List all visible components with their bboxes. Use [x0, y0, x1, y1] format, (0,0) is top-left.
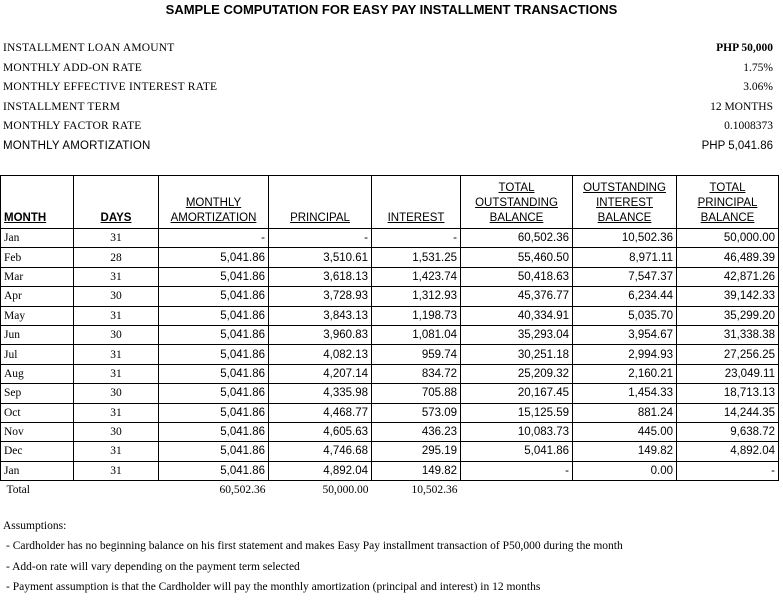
cell-monthly-amortization: 5,041.86	[159, 384, 269, 403]
cell-interest: 959.74	[372, 345, 461, 364]
cell-days: 31	[74, 364, 159, 383]
col-header-principal: PRINCIPAL	[269, 176, 372, 229]
total-row	[1, 481, 779, 500]
summary-value: PHP 50,000	[716, 42, 773, 54]
col-header-outstanding-interest-balance: OUTSTANDING INTEREST BALANCE	[573, 176, 677, 229]
page-title: SAMPLE COMPUTATION FOR EASY PAY INSTALLMENT TRANSACTIONS	[165, 2, 618, 17]
summary-value: PHP 5,041.86	[701, 139, 773, 152]
assumptions-section	[3, 516, 783, 598]
summary-value: 3.06%	[743, 81, 773, 94]
col-header-total-principal-balance: TOTAL PRINCIPAL BALANCE	[677, 176, 779, 229]
summary-value: 1.75%	[743, 61, 773, 74]
table-header-row	[1, 176, 779, 229]
cell-interest: 1,198.73	[372, 306, 461, 325]
cell-outstanding-interest-balance: 2,994.93	[573, 345, 677, 364]
cell-days: 31	[74, 345, 159, 364]
cell-month: Sep	[1, 384, 74, 403]
table-row	[1, 403, 779, 422]
cell-total-outstanding-balance: 25,209.32	[461, 364, 573, 383]
cell-total-principal-balance: 46,489.39	[677, 248, 779, 267]
cell-month: Aug	[1, 364, 74, 383]
cell-interest: 295.19	[372, 442, 461, 461]
cell-days: 30	[74, 422, 159, 441]
cell-days: 30	[74, 384, 159, 403]
cell-days: 28	[74, 248, 159, 267]
cell-total-outstanding-balance: 10,083.73	[461, 422, 573, 441]
cell-monthly-amortization: -	[159, 229, 269, 248]
cell-principal: 3,728.93	[269, 287, 372, 306]
cell-days: 30	[74, 287, 159, 306]
summary-label: INSTALLMENT LOAN AMOUNT	[3, 42, 175, 54]
loan-summary	[3, 39, 773, 157]
total-principal: 50,000.00	[322, 484, 369, 497]
cell-total-outstanding-balance: 40,334.91	[461, 306, 573, 325]
cell-total-principal-balance: 23,049.11	[677, 364, 779, 383]
table-row	[1, 442, 779, 461]
table-row	[1, 325, 779, 344]
cell-month: Dec	[1, 442, 74, 461]
cell-monthly-amortization: 5,041.86	[159, 267, 269, 286]
cell-month: Mar	[1, 267, 74, 286]
cell-days: 31	[74, 267, 159, 286]
cell-interest: 705.88	[372, 384, 461, 403]
cell-interest: -	[372, 229, 461, 248]
col-header-month: MONTH	[1, 176, 74, 229]
cell-monthly-amortization: 5,041.86	[159, 306, 269, 325]
cell-principal: 4,746.68	[269, 442, 372, 461]
col-header-total-outstanding-balance: TOTAL OUTSTANDING BALANCE	[461, 176, 573, 229]
cell-principal: 4,082.13	[269, 345, 372, 364]
cell-total-outstanding-balance: 60,502.36	[461, 229, 573, 248]
cell-interest: 573.09	[372, 403, 461, 422]
cell-total-principal-balance: -	[677, 461, 779, 480]
summary-row	[3, 98, 773, 118]
cell-outstanding-interest-balance: 2,160.21	[573, 364, 677, 383]
cell-principal: 4,892.04	[269, 461, 372, 480]
col-header-monthly-amortization: MONTHLY AMORTIZATION	[159, 176, 269, 229]
cell-days: 30	[74, 325, 159, 344]
cell-days: 31	[74, 306, 159, 325]
cell-total-outstanding-balance: -	[461, 461, 573, 480]
cell-outstanding-interest-balance: 5,035.70	[573, 306, 677, 325]
cell-outstanding-interest-balance: 10,502.36	[573, 229, 677, 248]
table-body	[1, 229, 779, 481]
cell-total-principal-balance: 50,000.00	[677, 229, 779, 248]
cell-days: 31	[74, 229, 159, 248]
cell-interest: 1,081.04	[372, 325, 461, 344]
cell-outstanding-interest-balance: 881.24	[573, 403, 677, 422]
table-row	[1, 287, 779, 306]
assumptions-heading: Assumptions:	[3, 520, 67, 532]
table-row	[1, 267, 779, 286]
cell-interest: 149.82	[372, 461, 461, 480]
summary-label: MONTHLY ADD-ON RATE	[3, 61, 142, 74]
cell-principal: 3,843.13	[269, 306, 372, 325]
cell-monthly-amortization: 5,041.86	[159, 461, 269, 480]
cell-month: Oct	[1, 403, 74, 422]
cell-monthly-amortization: 5,041.86	[159, 325, 269, 344]
cell-month: May	[1, 306, 74, 325]
table-row	[1, 229, 779, 248]
assumption-item: - Payment assumption is that the Cardholder will pay the monthly amortization (principal and interest) in 12 months	[6, 581, 541, 593]
col-header-days: DAYS	[74, 176, 159, 229]
cell-outstanding-interest-balance: 8,971.11	[573, 248, 677, 267]
summary-row	[3, 78, 773, 98]
table-row	[1, 384, 779, 403]
cell-outstanding-interest-balance: 3,954.67	[573, 325, 677, 344]
cell-interest: 834.72	[372, 364, 461, 383]
cell-total-outstanding-balance: 20,167.45	[461, 384, 573, 403]
cell-interest: 1,531.25	[372, 248, 461, 267]
cell-total-outstanding-balance: 30,251.18	[461, 345, 573, 364]
summary-label: MONTHLY EFFECTIVE INTEREST RATE	[3, 81, 218, 94]
cell-month: Jan	[1, 229, 74, 248]
cell-total-principal-balance: 39,142.33	[677, 287, 779, 306]
cell-total-outstanding-balance: 35,293.04	[461, 325, 573, 344]
cell-total-principal-balance: 42,871.26	[677, 267, 779, 286]
summary-value: 0.1008373	[724, 120, 773, 133]
cell-month: Nov	[1, 422, 74, 441]
cell-total-principal-balance: 27,256.25	[677, 345, 779, 364]
cell-principal: 4,335.98	[269, 384, 372, 403]
cell-month: Apr	[1, 287, 74, 306]
amortization-table	[0, 175, 779, 499]
summary-row	[3, 137, 773, 157]
table-row	[1, 364, 779, 383]
total-label: Total	[6, 484, 30, 497]
cell-total-principal-balance: 4,892.04	[677, 442, 779, 461]
cell-total-principal-balance: 35,299.20	[677, 306, 779, 325]
cell-outstanding-interest-balance: 445.00	[573, 422, 677, 441]
cell-principal: 4,605.63	[269, 422, 372, 441]
summary-value: 12 MONTHS	[710, 100, 773, 113]
summary-row	[3, 117, 773, 137]
cell-month: Jul	[1, 345, 74, 364]
cell-monthly-amortization: 5,041.86	[159, 403, 269, 422]
cell-interest: 1,423.74	[372, 267, 461, 286]
total-days-cell	[74, 481, 159, 500]
cell-monthly-amortization: 5,041.86	[159, 364, 269, 383]
cell-principal: 4,207.14	[269, 364, 372, 383]
table-row	[1, 461, 779, 480]
cell-month: Jan	[1, 461, 74, 480]
cell-total-outstanding-balance: 5,041.86	[461, 442, 573, 461]
col-header-interest: INTEREST	[372, 176, 461, 229]
summary-row	[3, 39, 773, 59]
table-row	[1, 248, 779, 267]
cell-days: 31	[74, 403, 159, 422]
cell-total-outstanding-balance: 55,460.50	[461, 248, 573, 267]
cell-outstanding-interest-balance: 1,454.33	[573, 384, 677, 403]
cell-interest: 1,312.93	[372, 287, 461, 306]
summary-row	[3, 59, 773, 79]
total-amortization: 60,502.36	[219, 484, 266, 497]
summary-label: MONTHLY AMORTIZATION	[3, 139, 151, 152]
cell-days: 31	[74, 461, 159, 480]
summary-label: MONTHLY FACTOR RATE	[3, 120, 142, 133]
cell-total-outstanding-balance: 50,418.63	[461, 267, 573, 286]
cell-monthly-amortization: 5,041.86	[159, 442, 269, 461]
cell-principal: 3,510.61	[269, 248, 372, 267]
table-row	[1, 306, 779, 325]
cell-month: Feb	[1, 248, 74, 267]
cell-monthly-amortization: 5,041.86	[159, 287, 269, 306]
cell-total-outstanding-balance: 45,376.77	[461, 287, 573, 306]
cell-monthly-amortization: 5,041.86	[159, 345, 269, 364]
cell-total-principal-balance: 9,638.72	[677, 422, 779, 441]
cell-outstanding-interest-balance: 7,547.37	[573, 267, 677, 286]
cell-outstanding-interest-balance: 6,234.44	[573, 287, 677, 306]
cell-total-principal-balance: 31,338.38	[677, 325, 779, 344]
cell-days: 31	[74, 442, 159, 461]
assumption-item: - Add-on rate will vary depending on the payment term selected	[6, 560, 300, 573]
cell-monthly-amortization: 5,041.86	[159, 422, 269, 441]
cell-total-outstanding-balance: 15,125.59	[461, 403, 573, 422]
table-row	[1, 345, 779, 364]
cell-outstanding-interest-balance: 149.82	[573, 442, 677, 461]
cell-principal: 3,618.13	[269, 267, 372, 286]
table-row	[1, 422, 779, 441]
cell-monthly-amortization: 5,041.86	[159, 248, 269, 267]
cell-interest: 436.23	[372, 422, 461, 441]
cell-total-principal-balance: 14,244.35	[677, 403, 779, 422]
cell-total-principal-balance: 18,713.13	[677, 384, 779, 403]
assumption-item: - Cardholder has no beginning balance on his first statement and makes Easy Pay installment transaction of P50,000 during the month	[6, 540, 623, 552]
summary-label: INSTALLMENT TERM	[3, 100, 121, 113]
cell-outstanding-interest-balance: 0.00	[573, 461, 677, 480]
cell-month: Jun	[1, 325, 74, 344]
cell-principal: -	[269, 229, 372, 248]
total-interest: 10,502.36	[411, 484, 458, 497]
cell-principal: 4,468.77	[269, 403, 372, 422]
cell-principal: 3,960.83	[269, 325, 372, 344]
